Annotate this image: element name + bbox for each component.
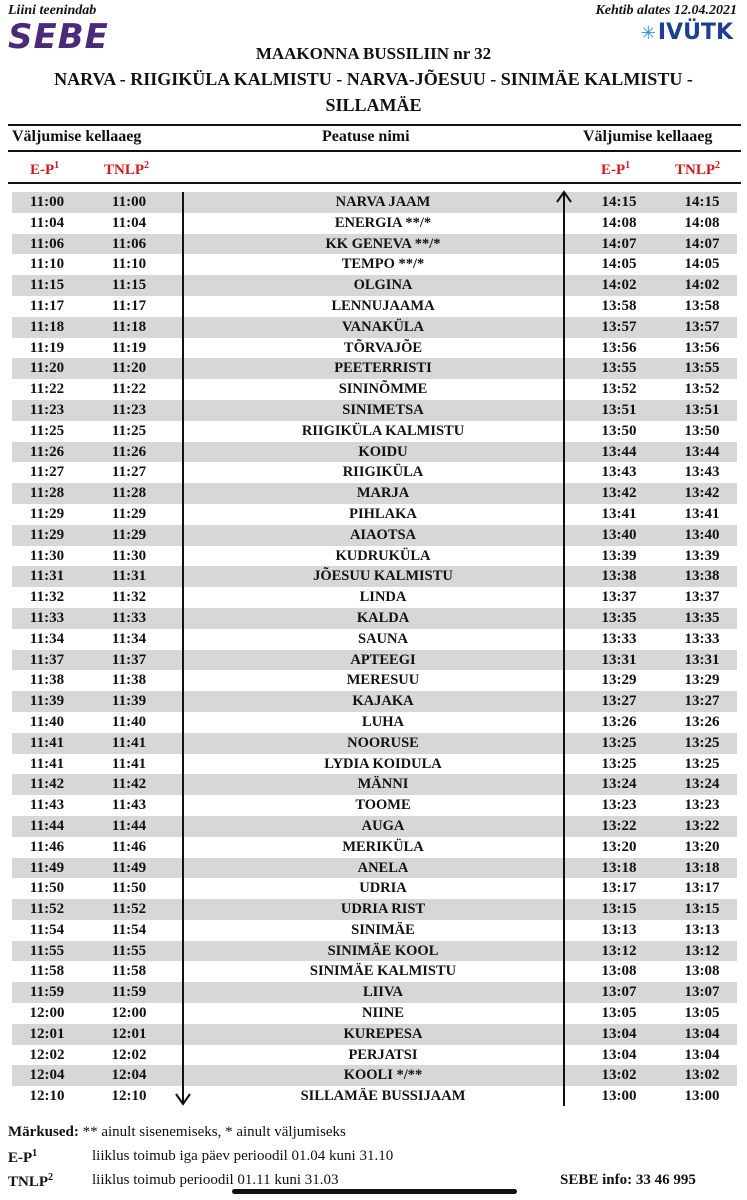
stop-name: LIIVA <box>362 984 404 1001</box>
divider-top <box>8 124 741 126</box>
stop-name: AIAOTSA <box>349 526 417 543</box>
tnlp-out-time: 11:28 <box>111 485 147 502</box>
ep-out-time: 11:38 <box>29 672 65 689</box>
ep-out-time: 11:31 <box>29 568 65 585</box>
stop-name: MERESUU <box>346 672 420 689</box>
table-row <box>12 587 737 608</box>
table-row <box>12 358 737 379</box>
table-row <box>12 254 737 275</box>
ep-back-time: 13:42 <box>601 485 637 502</box>
route-number-title: MAAKONNA BUSSILIIN nr 32 <box>255 44 492 63</box>
tnlp-back-time: 13:26 <box>684 713 720 730</box>
tnlp-out-time: 11:54 <box>111 921 147 938</box>
ep-out-time: 11:19 <box>29 339 65 356</box>
tnlp-back-time: 13:41 <box>684 505 720 522</box>
note-tnlp-text: liiklus toimub perioodil 01.11 kuni 31.03 <box>92 1172 339 1188</box>
tnlp-back-time: 13:42 <box>684 485 720 502</box>
ep-back-time: 13:05 <box>601 1005 637 1022</box>
tnlp-out-time: 11:55 <box>111 942 147 959</box>
ep-out-time: 11:15 <box>29 277 65 294</box>
stop-name: RIIGIKÜLA KALMISTU <box>301 422 465 439</box>
ep-back-time: 13:33 <box>601 630 637 647</box>
tnlp-out-time: 11:52 <box>111 901 147 918</box>
ep-back-time: 13:15 <box>601 901 637 918</box>
table-row <box>12 213 737 234</box>
stop-name: MÄNNI <box>357 776 409 793</box>
tnlp-out-time: 11:22 <box>111 381 147 398</box>
tnlp-back-time: 13:27 <box>684 693 720 710</box>
table-row <box>12 296 737 317</box>
table-row <box>12 1086 737 1107</box>
column-tnlp-left: TNLP$^2$ <box>104 160 150 178</box>
note-ep: $E-P^1$ <box>8 1148 38 1166</box>
ep-back-time: 13:23 <box>601 797 637 814</box>
table-row <box>12 795 737 816</box>
sebe-info: SEBE info: 33 46 995 <box>560 1172 696 1188</box>
stop-name: UDRIA <box>359 880 407 897</box>
ep-back-time: 13:51 <box>601 401 637 418</box>
table-row <box>12 504 737 525</box>
ep-out-time: 11:55 <box>29 942 65 959</box>
table-row <box>12 1024 737 1045</box>
timetable-rows <box>12 192 737 1107</box>
tnlp-out-time: 11:41 <box>111 734 147 751</box>
ep-out-time: 12:10 <box>29 1088 65 1105</box>
ivutk-logo <box>641 22 733 44</box>
tnlp-back-time: 13:39 <box>684 547 720 564</box>
tnlp-out-time: 11:39 <box>111 693 147 710</box>
ep-out-time: 11:39 <box>29 693 65 710</box>
stop-name: KOOLI */** <box>343 1067 423 1084</box>
ep-back-time: 13:57 <box>601 318 637 335</box>
ep-out-time: 11:22 <box>29 381 65 398</box>
ep-out-time: 12:02 <box>29 1046 65 1063</box>
tnlp-out-time: 11:18 <box>111 318 147 335</box>
ep-out-time: 11:27 <box>29 464 65 481</box>
route-title: NARVA - RIIGIKÜLA KALMISTU - NARVA-JÕESUU - SINIMÄE KALMISTU - SILLAMÄE <box>54 69 693 115</box>
tnlp-back-time: 13:15 <box>684 901 720 918</box>
ep-back-time: 13:52 <box>601 381 637 398</box>
ep-out-time: 12:04 <box>29 1067 65 1084</box>
stop-name: KOIDU <box>358 443 408 460</box>
tnlp-back-time: 13:02 <box>684 1067 720 1084</box>
ep-back-time: 13:41 <box>601 505 637 522</box>
ep-back-time: 14:05 <box>601 256 637 273</box>
ep-back-time: 13:40 <box>601 526 637 543</box>
table-row <box>12 608 737 629</box>
tnlp-out-time: 11:00 <box>111 194 147 210</box>
ep-out-time: 11:06 <box>29 235 65 252</box>
tnlp-out-time: 11:27 <box>111 464 147 481</box>
table-row <box>12 338 737 359</box>
tnlp-back-time: 13:44 <box>684 443 720 460</box>
ep-out-time: 11:46 <box>29 838 65 855</box>
table-row <box>12 483 737 504</box>
ep-out-time: 11:41 <box>29 734 65 751</box>
column-ep-left: $E-P^1$ <box>30 160 60 178</box>
stop-name: SINIMÄE KOOL <box>327 942 439 959</box>
tnlp-out-time: 11:31 <box>111 568 147 585</box>
table-row <box>12 878 737 899</box>
stop-name: PIHLAKA <box>349 505 417 522</box>
table-row <box>12 400 737 421</box>
table-row <box>12 670 737 691</box>
stop-name: NIINE <box>362 1005 404 1022</box>
stop-name: RIIGIKÜLA <box>342 464 424 481</box>
tnlp-out-time: 11:32 <box>111 589 147 606</box>
ep-back-time: 13:13 <box>601 921 637 938</box>
tnlp-back-time: 13:58 <box>684 297 720 314</box>
arrow-up-icon <box>555 190 573 1110</box>
table-row <box>12 546 737 567</box>
stop-name: TOOME <box>355 797 411 814</box>
stop-name: ANELA <box>357 859 409 876</box>
ep-back-time: 13:20 <box>601 838 637 855</box>
tnlp-back-time: 13:29 <box>684 672 720 689</box>
tnlp-out-time: 11:10 <box>111 256 147 273</box>
column-header-departure-left: Väljumise kellaaeg <box>12 128 142 145</box>
ep-out-time: 11:29 <box>29 505 65 522</box>
stop-name: KUREPESA <box>343 1025 423 1042</box>
stop-name: TÕRVAJÕE <box>343 339 423 356</box>
table-row <box>12 317 737 338</box>
ep-out-time: 11:40 <box>29 713 65 730</box>
stop-name: AUGA <box>361 817 405 834</box>
table-row <box>12 754 737 775</box>
ep-back-time: 13:37 <box>601 589 637 606</box>
tnlp-out-time: 11:06 <box>111 235 147 252</box>
ep-out-time: 11:37 <box>29 651 65 668</box>
table-row <box>12 858 737 879</box>
table-row <box>12 899 737 920</box>
ep-back-time: 13:43 <box>601 464 637 481</box>
ep-out-time: 11:42 <box>29 776 65 793</box>
table-row <box>12 1045 737 1066</box>
ep-back-time: 13:18 <box>601 859 637 876</box>
ep-out-time: 11:29 <box>29 526 65 543</box>
tnlp-out-time: 12:10 <box>111 1088 147 1105</box>
ep-back-time: 13:29 <box>601 672 637 689</box>
ep-out-time: 11:33 <box>29 609 65 626</box>
tnlp-out-time: 11:30 <box>111 547 147 564</box>
divider-middle <box>8 150 741 152</box>
ep-back-time: 13:31 <box>601 651 637 668</box>
ep-out-time: 11:43 <box>29 797 65 814</box>
tnlp-back-time: 13:56 <box>684 339 720 356</box>
table-row <box>12 379 737 400</box>
tnlp-out-time: 12:04 <box>111 1067 147 1084</box>
ep-back-time: 13:02 <box>601 1067 637 1084</box>
tnlp-out-time: 11:15 <box>111 277 147 294</box>
tnlp-out-time: 11:59 <box>111 984 147 1001</box>
tnlp-back-time: 13:31 <box>684 651 720 668</box>
tnlp-back-time: 13:57 <box>684 318 720 335</box>
tnlp-out-time: 11:46 <box>111 838 147 855</box>
ep-back-time: 13:44 <box>601 443 637 460</box>
tnlp-back-time: 13:37 <box>684 589 720 606</box>
table-row <box>12 421 737 442</box>
ep-out-time: 11:34 <box>29 630 65 647</box>
ep-out-time: 11:44 <box>29 817 65 834</box>
stop-name: NARVA JAAM <box>335 194 431 210</box>
ep-back-time: 13:00 <box>601 1088 637 1105</box>
table-row <box>12 816 737 837</box>
stop-name: NOORUSE <box>347 734 419 751</box>
tnlp-back-time: 13:05 <box>684 1005 720 1022</box>
ep-back-time: 13:07 <box>601 984 637 1001</box>
tnlp-out-time: 11:50 <box>111 880 147 897</box>
ep-back-time: 14:08 <box>601 214 637 231</box>
tnlp-back-time: 13:25 <box>684 755 720 772</box>
tnlp-back-time: 13:33 <box>684 630 720 647</box>
valid-from-label: Kehtib alates 12.04.2021 <box>595 3 737 18</box>
ep-back-time: 13:26 <box>601 713 637 730</box>
stop-name: SININÕMME <box>338 381 428 398</box>
tnlp-back-time: 13:43 <box>684 464 720 481</box>
ep-out-time: 11:20 <box>29 360 65 377</box>
table-row <box>12 629 737 650</box>
stop-name: APTEEGI <box>350 651 416 668</box>
stop-name: OLGINA <box>353 277 413 294</box>
tnlp-back-time: 13:24 <box>684 776 720 793</box>
tnlp-out-time: 11:19 <box>111 339 147 356</box>
tnlp-back-time: 13:38 <box>684 568 720 585</box>
tnlp-back-time: 13:40 <box>684 526 720 543</box>
tnlp-out-time: 12:02 <box>111 1046 147 1063</box>
tnlp-out-time: 11:44 <box>111 817 147 834</box>
ep-back-time: 13:38 <box>601 568 637 585</box>
divider-header-bottom <box>8 182 741 184</box>
tnlp-out-time: 11:26 <box>111 443 147 460</box>
stop-name: VANAKÜLA <box>342 318 424 335</box>
tnlp-out-time: 11:23 <box>111 401 147 418</box>
stop-name: LYDIA KOIDULA <box>324 755 442 772</box>
stop-name: SINIMÄE KALMISTU <box>309 963 457 980</box>
note-ep-text: liiklus toimub iga päev perioodil 01.04 kuni 31.10 <box>92 1148 394 1164</box>
tnlp-out-time: 11:42 <box>111 776 147 793</box>
ep-back-time: 13:39 <box>601 547 637 564</box>
table-row <box>12 1003 737 1024</box>
table-row <box>12 566 737 587</box>
stop-name: UDRIA RIST <box>340 901 426 918</box>
tnlp-out-time: 11:38 <box>111 672 147 689</box>
ep-out-time: 11:58 <box>29 963 65 980</box>
tnlp-out-time: 11:34 <box>111 630 147 647</box>
ivutk-logo-text: IVÜTK <box>657 20 733 45</box>
ep-out-time: 11:23 <box>29 401 65 418</box>
ep-out-time: 12:00 <box>29 1005 65 1022</box>
tnlp-back-time: 13:08 <box>684 963 720 980</box>
tnlp-back-time: 13:17 <box>684 880 720 897</box>
table-row <box>12 525 737 546</box>
sebe-logo: SEBE <box>8 17 109 57</box>
tnlp-back-time: 14:07 <box>684 235 720 252</box>
ivutk-star-icon: ✳ <box>640 23 656 44</box>
tnlp-out-time: 11:37 <box>111 651 147 668</box>
tnlp-out-time: 11:41 <box>111 755 147 772</box>
ep-out-time: 12:01 <box>29 1025 65 1042</box>
stop-name: KAJAKA <box>352 693 414 710</box>
tnlp-back-time: 14:08 <box>684 214 720 231</box>
ep-back-time: 13:27 <box>601 693 637 710</box>
stop-name: KK GENEVA **/* <box>325 235 441 252</box>
table-row <box>12 691 737 712</box>
ep-out-time: 11:00 <box>29 194 65 210</box>
tnlp-back-time: 14:15 <box>684 194 720 210</box>
table-row <box>12 234 737 255</box>
column-ep-right: $E-P^1$ <box>601 160 631 178</box>
table-row <box>12 712 737 733</box>
ep-out-time: 11:59 <box>29 984 65 1001</box>
ep-out-time: 11:49 <box>29 859 65 876</box>
ep-back-time: 13:35 <box>601 609 637 626</box>
tnlp-back-time: 13:25 <box>684 734 720 751</box>
tnlp-back-time: 13:23 <box>684 797 720 814</box>
stop-name: SILLAMÄE BUSSIJAAM <box>300 1088 466 1105</box>
table-row <box>12 442 737 463</box>
table-row <box>12 941 737 962</box>
ep-back-time: 13:58 <box>601 297 637 314</box>
tnlp-out-time: 11:20 <box>111 360 147 377</box>
ep-back-time: 13:55 <box>601 360 637 377</box>
stop-name: SINIMETSA <box>342 401 424 418</box>
table-row <box>12 733 737 754</box>
ep-out-time: 11:04 <box>29 214 65 231</box>
tnlp-back-time: 13:07 <box>684 984 720 1001</box>
ep-out-time: 11:41 <box>29 755 65 772</box>
ep-back-time: 13:56 <box>601 339 637 356</box>
tnlp-back-time: 14:02 <box>684 277 720 294</box>
stop-name: KUDRUKÜLA <box>335 547 431 564</box>
ep-out-time: 11:25 <box>29 422 65 439</box>
tnlp-back-time: 13:35 <box>684 609 720 626</box>
stop-name: PERJATSI <box>348 1046 418 1063</box>
ep-back-time: 13:22 <box>601 817 637 834</box>
table-row <box>12 1065 737 1086</box>
tnlp-out-time: 11:43 <box>111 797 147 814</box>
tnlp-out-time: 11:40 <box>111 713 147 730</box>
ep-back-time: 13:04 <box>601 1025 637 1042</box>
table-row <box>12 920 737 941</box>
ep-out-time: 11:30 <box>29 547 65 564</box>
tnlp-back-time: 13:13 <box>684 921 720 938</box>
table-row <box>12 275 737 296</box>
note-tnlp: TNLP$^2$ <box>8 1172 54 1190</box>
table-row <box>12 462 737 483</box>
tnlp-out-time: 12:00 <box>111 1005 147 1022</box>
ep-back-time: 13:04 <box>601 1046 637 1063</box>
stop-name: LINDA <box>359 589 407 606</box>
table-row <box>12 982 737 1003</box>
ep-back-time: 13:17 <box>601 880 637 897</box>
tnlp-back-time: 13:04 <box>684 1046 720 1063</box>
column-header-departure-right: Väljumise kellaaeg <box>583 128 713 145</box>
table-row <box>12 837 737 858</box>
stop-name: TEMPO **/* <box>341 256 425 273</box>
tnlp-out-time: 11:17 <box>111 297 147 314</box>
stop-name: SAUNA <box>358 630 408 647</box>
stop-name: JÕESUU KALMISTU <box>313 568 453 585</box>
stop-name: MERIKÜLA <box>342 838 424 855</box>
ep-out-time: 11:32 <box>29 589 65 606</box>
tnlp-back-time: 13:51 <box>684 401 720 418</box>
ep-back-time: 13:50 <box>601 422 637 439</box>
table-row <box>12 650 737 671</box>
tnlp-back-time: 13:55 <box>684 360 720 377</box>
ep-back-time: 14:07 <box>601 235 637 252</box>
column-tnlp-right: TNLP$^2$ <box>675 160 721 178</box>
ep-out-time: 11:17 <box>29 297 65 314</box>
stop-name: LENNUJAAMA <box>331 297 435 314</box>
stop-name: ENERGIA **/* <box>334 214 432 231</box>
ep-out-time: 11:52 <box>29 901 65 918</box>
tnlp-back-time: 14:05 <box>684 256 720 273</box>
tnlp-out-time: 12:01 <box>111 1025 147 1042</box>
tnlp-back-time: 13:00 <box>684 1088 720 1105</box>
tnlp-back-time: 13:50 <box>684 422 720 439</box>
tnlp-back-time: 13:04 <box>684 1025 720 1042</box>
ep-out-time: 11:50 <box>29 880 65 897</box>
ep-out-time: 11:10 <box>29 256 65 273</box>
stop-name: KALDA <box>356 609 410 626</box>
notes-line: Märkused: ** ainult sisenemiseks, * ainult väljumiseks <box>8 1124 346 1140</box>
stop-name: LUHA <box>362 713 404 730</box>
stop-name: PEETERRISTI <box>334 360 432 377</box>
tnlp-back-time: 13:52 <box>684 381 720 398</box>
tnlp-out-time: 11:33 <box>111 609 147 626</box>
column-header-stop-name: Peatuse nimi <box>322 128 410 145</box>
ep-back-time: 14:15 <box>601 194 637 210</box>
ep-out-time: 11:26 <box>29 443 65 460</box>
tnlp-back-time: 13:18 <box>684 859 720 876</box>
tnlp-out-time: 11:25 <box>111 422 147 439</box>
tnlp-back-time: 13:22 <box>684 817 720 834</box>
arrow-down-icon <box>174 190 192 1110</box>
tnlp-back-time: 13:20 <box>684 838 720 855</box>
ep-out-time: 11:54 <box>29 921 65 938</box>
tnlp-out-time: 11:04 <box>111 214 147 231</box>
stop-name: MARJA <box>356 485 410 502</box>
ep-out-time: 11:28 <box>29 485 65 502</box>
ep-back-time: 13:25 <box>601 755 637 772</box>
ep-back-time: 13:08 <box>601 963 637 980</box>
tnlp-out-time: 11:58 <box>111 963 147 980</box>
table-row <box>12 961 737 982</box>
tnlp-out-time: 11:49 <box>111 859 147 876</box>
operator-label: Liini teenindab <box>8 3 97 18</box>
ep-back-time: 14:02 <box>601 277 637 294</box>
ep-back-time: 13:25 <box>601 734 637 751</box>
ep-back-time: 13:12 <box>601 942 637 959</box>
table-row <box>12 192 737 213</box>
tnlp-out-time: 11:29 <box>111 526 147 543</box>
tnlp-out-time: 11:29 <box>111 505 147 522</box>
ep-out-time: 11:18 <box>29 318 65 335</box>
stop-name: SINIMÄE <box>351 921 415 938</box>
table-row <box>12 774 737 795</box>
home-indicator[interactable] <box>232 1189 517 1194</box>
tnlp-back-time: 13:12 <box>684 942 720 959</box>
ep-back-time: 13:24 <box>601 776 637 793</box>
